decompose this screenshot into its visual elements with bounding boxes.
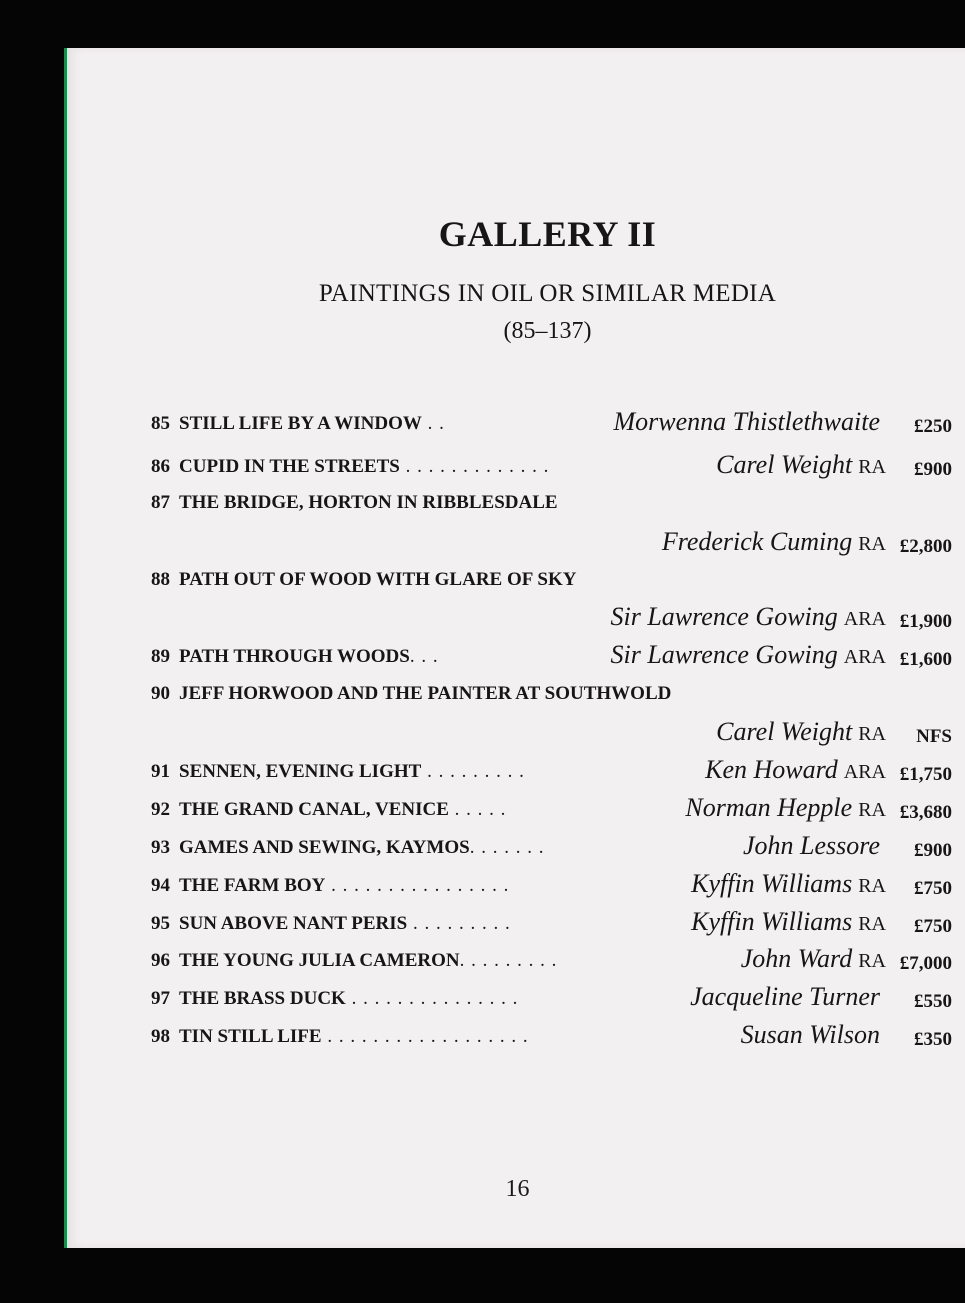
entry-honours: RA [858,799,886,821]
entry-price: £250 [914,416,952,437]
entry-artist: Carel Weight RA [716,717,886,746]
catalogue-entry [67,940,965,976]
entry-artist: Norman Hepple RA [685,793,886,822]
catalogue-entry [67,1016,965,1052]
entry-artist: Kyffin Williams RA [691,869,886,898]
entry-number: 96 [151,950,170,971]
entry-artist: Sir Lawrence Gowing ARA [610,602,886,631]
entry-artist: John Ward RA [740,944,886,973]
entry-number: 92 [151,799,170,820]
entry-title: CUPID IN THE STREETS . . . . . . . . . . . . . [179,456,550,477]
entry-honours: RA [858,950,886,972]
entry-title: THE BRASS DUCK . . . . . . . . . . . . . . . [179,988,519,1009]
entry-honours: RA [858,533,886,555]
entry-price: £1,900 [899,611,952,632]
entry-number: 88 [151,569,170,590]
catalogue-entry-title-line [67,673,965,709]
entry-honours: RA [858,723,886,745]
leader-dots: . . [421,413,445,434]
entry-artist: Sir Lawrence Gowing ARA [610,640,886,669]
leader-dots: . . . . . [448,799,507,820]
entry-number: 85 [151,413,170,434]
catalogue-entry [67,789,965,825]
entry-artist: Frederick Cuming RA [661,527,886,556]
page-number: 16 [505,1176,530,1202]
catalogue-entry [67,865,965,901]
entry-price: £2,800 [899,536,952,557]
entry-price: £7,000 [899,953,952,974]
entry-number: 95 [151,913,170,934]
entry-honours: RA [858,456,886,478]
entry-number: 94 [151,875,170,896]
entry-artist: Susan Wilson [740,1020,880,1049]
catalogue-entry [67,403,965,439]
entry-honours: ARA [843,761,886,783]
catalogue-entry-title-line [67,559,965,595]
entry-title: TIN STILL LIFE . . . . . . . . . . . . . . . . . . [179,1026,529,1047]
catalogue-entry [67,751,965,787]
entry-title: THE YOUNG JULIA CAMERON. . . . . . . . . [179,950,558,971]
catalogue-page [64,48,965,1248]
entry-price: £350 [914,1029,952,1050]
entry-title: GAMES AND SEWING, KAYMOS. . . . . . . [179,837,545,858]
catalogue-entry [67,903,965,939]
entry-honours: RA [858,913,886,935]
entry-artist: Morwenna Thistlethwaite [613,407,880,436]
entry-number: 86 [151,456,170,477]
entry-artist: Kyffin Williams RA [691,907,886,936]
entry-artist: John Lessore [743,831,880,860]
entry-price: £750 [914,916,952,937]
entry-honours: ARA [843,646,886,668]
entry-price: £1,600 [899,649,952,670]
gallery-title: GALLERY II [438,214,657,254]
catalogue-entry-title-line [67,482,965,518]
gallery-subtitle: PAINTINGS IN OIL OR SIMILAR MEDIA [318,280,777,307]
entry-title: SUN ABOVE NANT PERIS . . . . . . . . . [179,913,511,934]
entry-title: JEFF HORWOOD AND THE PAINTER AT SOUTHWOLD [179,683,672,704]
entry-title: STILL LIFE BY A WINDOW . . [179,413,445,434]
leader-dots: . . . . . . . . . [459,950,558,971]
entry-number: 87 [151,492,170,513]
entry-title: PATH OUT OF WOOD WITH GLARE OF SKY [179,569,577,590]
entry-price: NFS [916,726,952,747]
entry-number: 90 [151,683,170,704]
entry-price: £550 [914,991,952,1012]
leader-dots: . . . . . . . . . . . . . . . [345,988,519,1009]
entry-artist: Ken Howard ARA [705,755,886,784]
leader-dots: . . . . . . . . . [407,913,511,934]
leader-dots: . . . . . . . . . [421,761,525,782]
catalogue-entry [67,978,965,1014]
entry-honours: RA [858,875,886,897]
catalogue-entry [67,446,965,482]
catalogue-entry [67,827,965,863]
catalogue-entry [67,636,965,672]
entry-price: £1,750 [899,764,952,785]
catalogue-number-range: (85–137) [503,318,592,344]
leader-dots: . . . . . . . . . . . . . . . . . . [321,1026,529,1047]
entry-price: £750 [914,878,952,899]
leader-dots: . . . . . . . . . . . . . . . . [325,875,510,896]
entry-title: THE BRIDGE, HORTON IN RIBBLESDALE [179,492,558,513]
catalogue-entry-artist-line [67,598,965,634]
catalogue-entry-artist-line [67,523,965,559]
leader-dots: . . . [409,646,439,667]
entry-price: £900 [914,459,952,480]
entry-number: 98 [151,1026,170,1047]
leader-dots: . . . . . . . . . . . . . [399,456,550,477]
entry-number: 89 [151,646,170,667]
entry-artist: Jacqueline Turner [690,982,880,1011]
entry-title: PATH THROUGH WOODS. . . [179,646,439,667]
entry-honours: ARA [843,608,886,630]
entry-title: SENNEN, EVENING LIGHT . . . . . . . . . [179,761,525,782]
entry-price: £3,680 [899,802,952,823]
leader-dots: . . . . . . . [469,837,545,858]
entry-artist: Carel Weight RA [716,450,886,479]
entry-number: 91 [151,761,170,782]
entry-title: THE GRAND CANAL, VENICE . . . . . [179,799,507,820]
catalogue-entry-artist-line [67,713,965,749]
entry-price: £900 [914,840,952,861]
entry-title: THE FARM BOY . . . . . . . . . . . . . . . . [179,875,510,896]
entry-number: 97 [151,988,170,1009]
entry-number: 93 [151,837,170,858]
